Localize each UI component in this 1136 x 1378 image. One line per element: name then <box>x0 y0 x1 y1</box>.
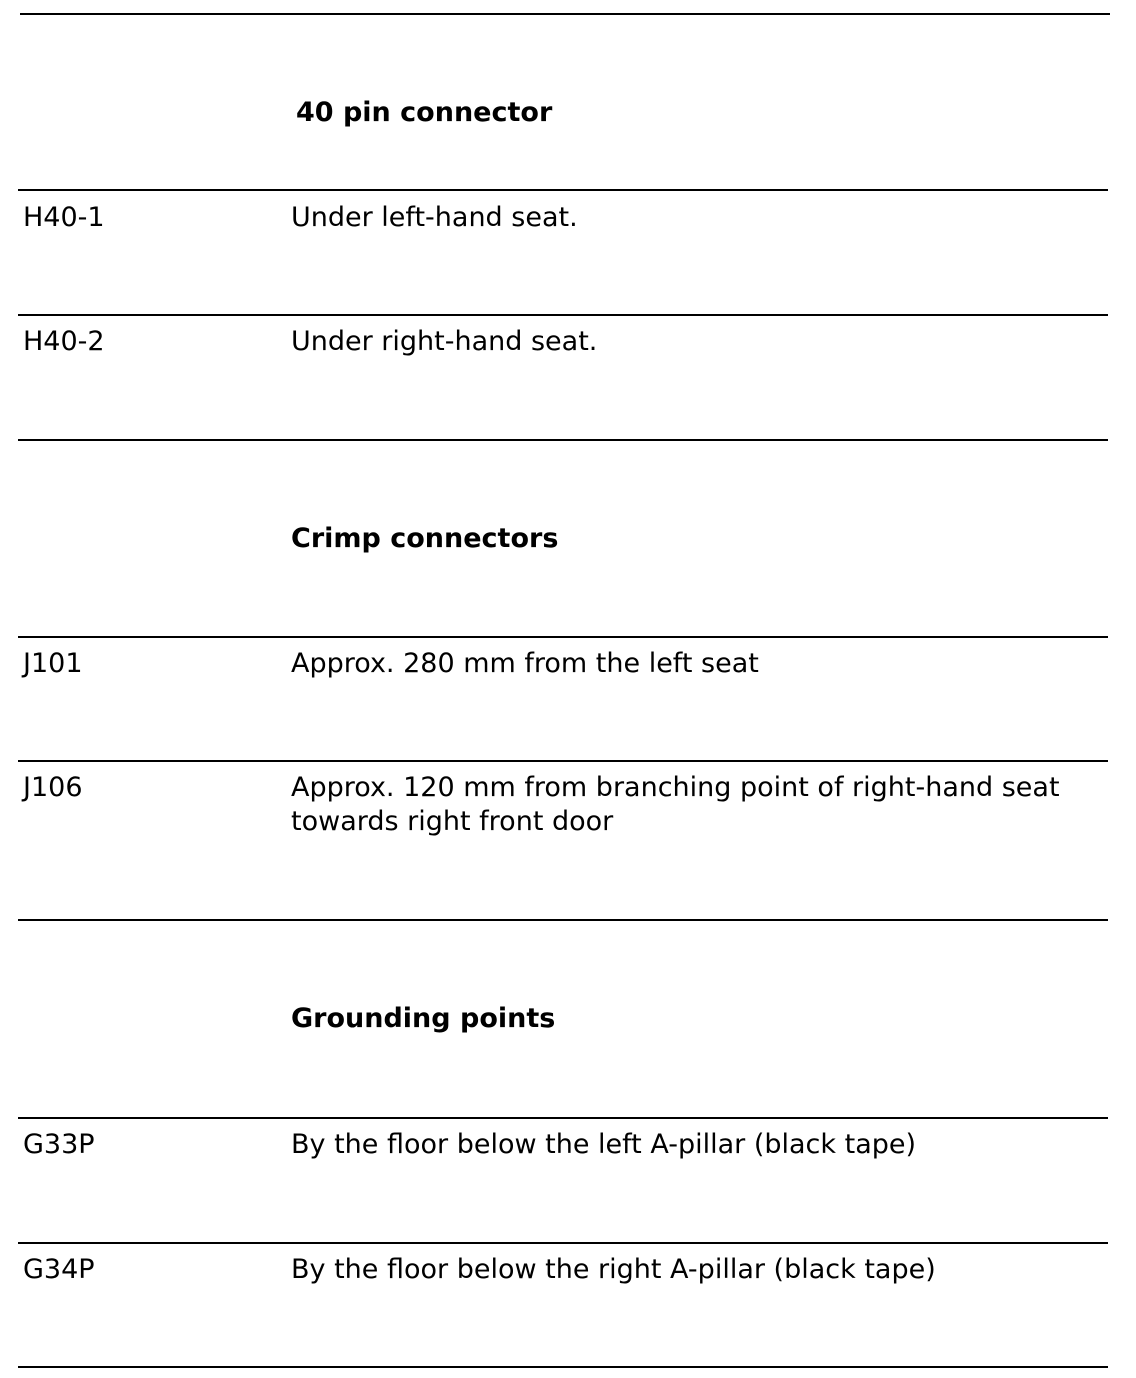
connector-location: Approx. 280 mm from the left seat <box>291 648 759 679</box>
table-rule <box>18 760 1108 762</box>
table-rule-top <box>20 13 1110 15</box>
connector-code: H40-2 <box>23 326 105 357</box>
table-rule <box>18 919 1108 921</box>
section-heading-crimp: Crimp connectors <box>291 523 559 554</box>
connector-code: G33P <box>23 1129 95 1160</box>
connector-code: H40-1 <box>23 202 105 233</box>
table-rule <box>18 314 1108 316</box>
connector-location: Under right-hand seat. <box>291 326 598 357</box>
connector-location: Approx. 120 mm from branching point of right-hand seat towards right front door <box>291 772 1060 837</box>
connector-code: J106 <box>23 772 83 803</box>
connector-location: By the floor below the left A-pillar (black tape) <box>291 1129 917 1160</box>
section-heading-40-pin: 40 pin connector <box>296 97 553 128</box>
connector-code: J101 <box>23 648 83 679</box>
table-rule-bottom <box>18 1366 1108 1368</box>
connector-location: By the floor below the right A-pillar (black tape) <box>291 1254 936 1285</box>
connector-location: Under left-hand seat. <box>291 202 578 233</box>
table-rule <box>18 636 1108 638</box>
table-rule <box>18 189 1108 191</box>
table-rule <box>18 1117 1108 1119</box>
connector-code: G34P <box>23 1254 95 1285</box>
section-heading-grounding: Grounding points <box>291 1003 556 1034</box>
table-rule <box>18 439 1108 441</box>
table-rule <box>18 1242 1108 1244</box>
